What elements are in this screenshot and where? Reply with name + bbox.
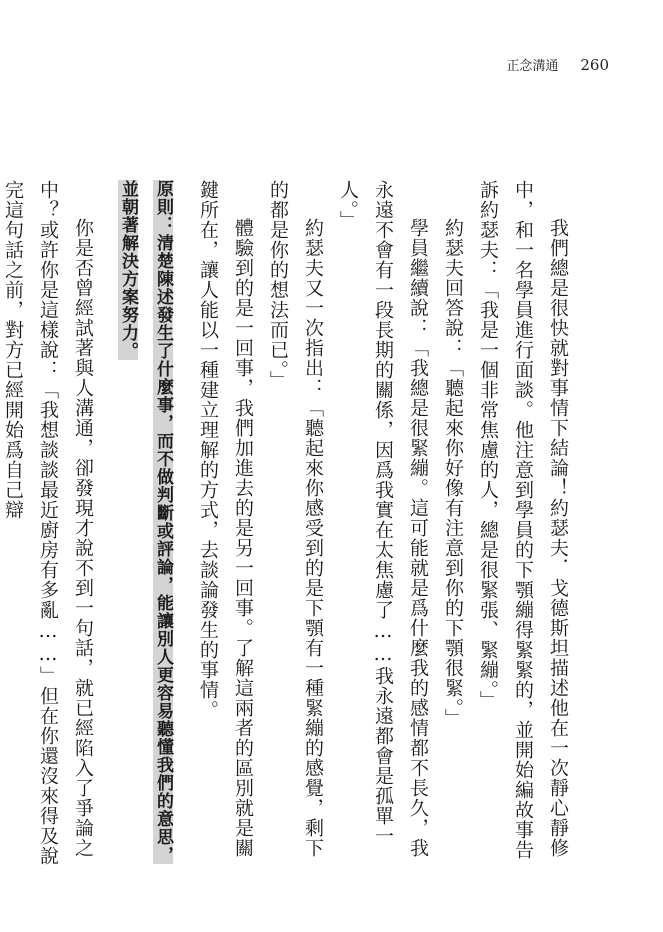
page-number: 260 xyxy=(580,56,609,74)
paragraph-6: 你是否曾經試著與人溝通，卻發現才說不到一句話，就已經陷入了爭論之中？或許你是這樣說：「我想談談最近廚房有多亂……」但在你還沒來得及說完這句話之前，對方已經開始爲自己辯 xyxy=(2,180,94,866)
principle-callout xyxy=(110,180,180,870)
paragraph-1: 我們總是很快就對事情下結論！約瑟夫．戈德斯坦描述他在一次靜心靜修中，和一名學員進行面談。他注意到學員的下顎繃得緊緊的，並開始編故事告訴約瑟夫：「我是一個非常焦慮的人，總是很緊張、緊繃。」 xyxy=(477,180,569,860)
paragraph-2: 約瑟夫回答說：「聽起來你好像有注意到你的下顎很緊。」 xyxy=(442,218,464,729)
paragraph-5: 體驗到的是一回事，我們加進去的是另一回事。了解這兩者的區別就是關鍵所在，讓人能以一種建立理解的方式，去談論發生的事情。 xyxy=(197,180,254,858)
vertical-text-body xyxy=(2,180,575,870)
section-title: 正念溝通 xyxy=(506,59,559,74)
paragraph-4: 約瑟夫又一次指出：「聽起來你感受到的是下顎有一種緊繃的感覺，剩下的都是你的想法而已。」 xyxy=(267,180,324,858)
running-header xyxy=(506,55,609,74)
paragraph-3: 學員繼續說：「我總是很緊繃。這可能就是爲什麼我的感情都不長久，我永遠不會有一段長期的關係，因爲我實在太焦慮了……我永遠都會是孤單一人。」 xyxy=(337,180,429,858)
principle-text: 原則：清楚陳述發生了什麼事，而不做判斷或評論，能讓別人更容易聽懂我們的意思，並朝著解決方案努力。 xyxy=(118,180,173,864)
